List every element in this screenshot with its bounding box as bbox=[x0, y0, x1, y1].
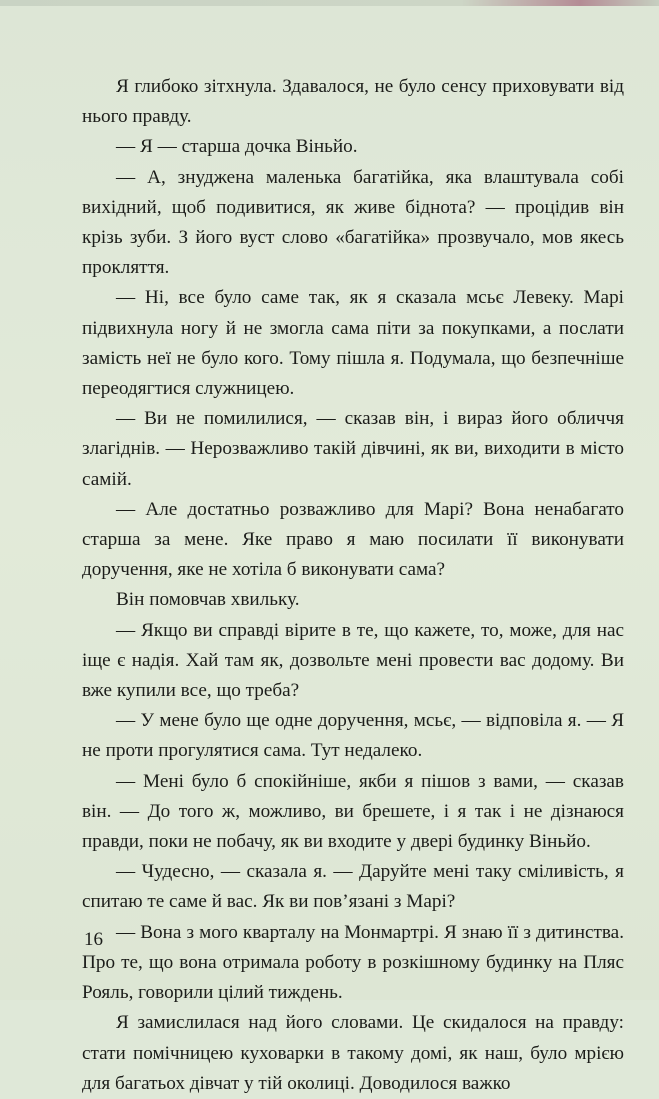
body-text bbox=[82, 72, 624, 1099]
paragraph: Він помовчав хвильку. bbox=[116, 589, 300, 611]
paragraph: — Ні, все було саме так, як я сказала мсьє Левеку. Марі підвихнула ногу й не змогла сама піти за покупками, а послати замість неї не було кого. Тому пішла я. Подумала, що безпечніше переодягтися служницею. bbox=[82, 287, 624, 400]
paragraph: Я глибоко зітхнула. Здавалося, не було сенсу приховувати від нього правду. bbox=[82, 76, 624, 128]
paragraph: — У мене було ще одне доручення, мсьє, — відповіла я. — Я не проти прогулятися сама. Тут недалеко. bbox=[82, 710, 624, 762]
paragraph: — Чудесно, — сказала я. — Даруйте мені таку сміливість, я спитаю те саме й вас. Як ви пов’язані з Марі? bbox=[82, 861, 624, 913]
paragraph: — Мені було б спокійніше, якби я пішов з вами, — сказав він. — До того ж, можливо, ви брешете, і я так і не дізнаюся правди, поки не побачу, як ви входите у двері будинку Віньйо. bbox=[82, 770, 624, 853]
paragraph: — А, знуджена маленька багатійка, яка влаштувала собі вихідний, щоб подивитися, як живе біднота? — процідив він крізь зуби. З його вуст слово «багатійка» прозвучало, мов якесь прокляття. bbox=[82, 166, 624, 279]
paragraph: Я замислилася над його словами. Це скидалося на правду: стати помічницею куховарки в такому домі, як наш, було мрією для багатьох дівчат у тій околиці. Доводилося важко bbox=[82, 1012, 624, 1094]
paragraph: — Але достатньо розважливо для Марі? Вона ненабагато старша за мене. Яке право я маю посилати її виконувати доручення, яке не хотіла б виконувати сама? bbox=[82, 498, 624, 581]
paragraph: — Я — старша дочка Віньйо. bbox=[116, 136, 358, 158]
page-top-edge bbox=[0, 0, 659, 6]
page-number: 16 bbox=[84, 929, 103, 950]
paragraph: — Вона з мого кварталу на Монмартрі. Я знаю її з дитинства. Про те, що вона отримала роботу в розкішному будинку на Пляс Рояль, говорили цілий тиждень. bbox=[82, 921, 624, 1004]
paragraph: — Якщо ви справді вірите в те, що кажете, то, може, для нас іще є надія. Хай там як, дозвольте мені провести вас додому. Ви вже купили все, що треба? bbox=[82, 619, 624, 702]
paragraph: — Ви не помилилися, — сказав він, і вираз його обличчя злагіднів. — Нерозважливо такій дівчині, як ви, виходити в місто самій. bbox=[82, 408, 624, 490]
